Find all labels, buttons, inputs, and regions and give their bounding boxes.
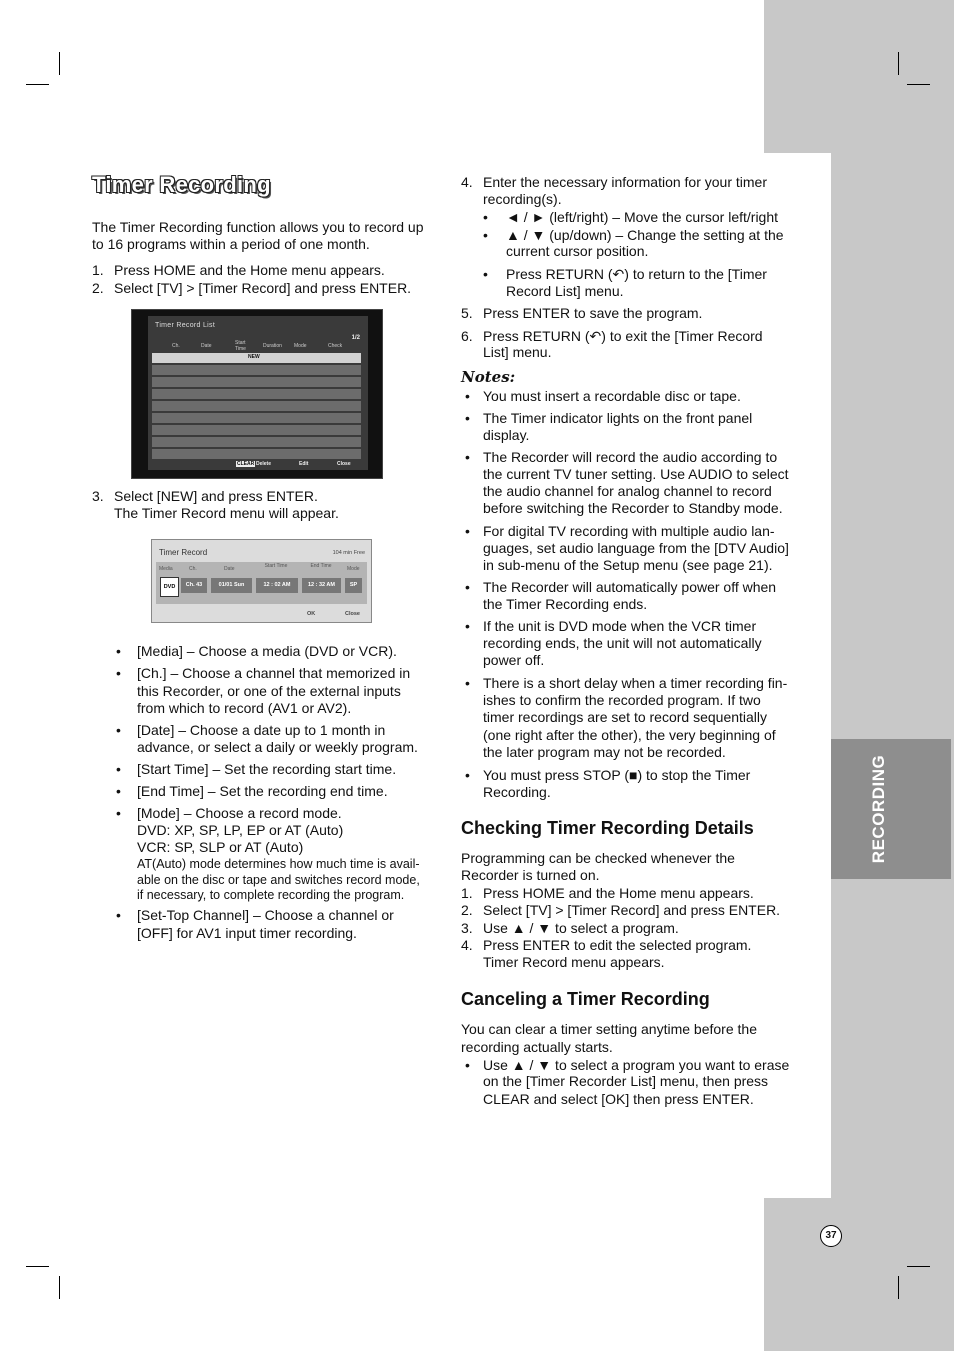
canceling-bullet: on the [Timer Recorder List] menu, then press [483, 1073, 769, 1089]
checking-intro: Programming can be checked whenever the [461, 850, 735, 866]
crop-mark [907, 1266, 930, 1267]
label-date: Date [224, 566, 235, 572]
bullet: • [116, 805, 121, 821]
bullet-date: advance, or select a daily or weekly program. [137, 739, 418, 755]
crop-mark [898, 1276, 899, 1299]
bullet-end: [End Time] – Set the recording end time. [137, 783, 388, 799]
notes-title: Notes: [461, 368, 516, 386]
note-bullet: • [465, 579, 470, 595]
step-number: 3. [92, 488, 104, 504]
note-line: the Timer Recording ends. [483, 596, 648, 612]
footer-clear: CLEAR [237, 461, 255, 467]
list-row [152, 401, 361, 411]
note-line: (one right after the other), the very beginning of [483, 726, 776, 743]
step-text: Select [TV] > [Timer Record] and press ENTER. [483, 902, 781, 918]
step-text: Press HOME and the Home menu appears. [483, 885, 754, 901]
footer-ok: OK [307, 611, 316, 617]
section-tab-label: RECORDING [869, 754, 888, 864]
value-ch: Ch. 43 [181, 578, 207, 593]
step-number: 3. [461, 920, 473, 936]
col-date: Date [201, 343, 212, 349]
sidebar-bottom [764, 1198, 954, 1351]
list-row [152, 437, 361, 447]
note-bullet: • [465, 410, 470, 426]
crop-mark [898, 52, 899, 75]
step-number: 4. [461, 937, 473, 953]
step-text: Use ▲ / ▼ to select a program. [483, 920, 679, 936]
note-line: the later program may not be recorded. [483, 743, 726, 760]
col-mode: Mode [294, 343, 307, 349]
sidebar-top [764, 0, 954, 153]
mode-note: AT(Auto) mode determines how much time is avail- [137, 857, 420, 871]
step-number: 4. [461, 174, 473, 190]
crop-mark [26, 1266, 49, 1267]
bullet-settop: [Set-Top Channel] – Choose a channel or [137, 907, 394, 923]
bullet: • [465, 1057, 470, 1073]
step-number: 6. [461, 328, 473, 344]
intro-line: to 16 programs within a period of one month. [92, 236, 370, 252]
note-line: timer recordings are set to record sequentially [483, 709, 768, 726]
sub-left-right: ◄ / ► (left/right) – Move the cursor left/right [506, 209, 779, 225]
step-text: Press ENTER to edit the selected program. [483, 937, 752, 953]
canceling-title: Canceling a Timer Recording [461, 989, 710, 1009]
mode-note: able on the disc or tape and switches record mode, [137, 873, 420, 887]
timer-record-list-screenshot [131, 309, 383, 479]
note-line: guages, set audio language from the [DTV Audio] [483, 540, 789, 556]
bullet: • [483, 209, 488, 225]
screen-title: Timer Record List [155, 322, 216, 329]
note-line: the audio channel for analog channel to record [483, 483, 772, 499]
bullet: • [116, 665, 121, 681]
footer-delete: Delete [256, 461, 272, 467]
list-row-new [152, 353, 361, 363]
bullet-media: [Media] – Choose a media (DVD or VCR). [137, 643, 397, 659]
page-title: Timer Recording [92, 172, 271, 197]
col-ch: Ch. [172, 343, 180, 349]
canceling-bullet: Use ▲ / ▼ to select a program you want to erase [483, 1057, 790, 1073]
label-mode: Mode [347, 566, 360, 572]
note-line: You must press STOP (■) to stop the Timer [483, 767, 751, 783]
label-end: End Time [310, 563, 332, 569]
crop-mark [26, 84, 49, 85]
sub-up-down: ▲ / ▼ (up/down) – Change the setting at the [506, 227, 784, 243]
note-line: You must insert a recordable disc or tape. [483, 388, 741, 404]
note-line: before switching the Recorder to Standby mode. [483, 500, 783, 516]
list-row [152, 377, 361, 387]
note-line: ishes to confirm the recorded program. If two [483, 692, 761, 709]
value-date: 01/01 Sun [211, 578, 252, 593]
footer-close: Close [345, 611, 360, 617]
list-row [152, 449, 361, 459]
crop-mark [59, 52, 60, 75]
step-number: 1. [461, 885, 473, 901]
bullet-ch: [Ch.] – Choose a channel that memorized in [137, 665, 411, 681]
list-row [152, 365, 361, 375]
footer-edit: Edit [299, 461, 309, 467]
note-bullet: • [465, 767, 470, 783]
note-bullet: • [465, 675, 470, 691]
bullet-date: [Date] – Choose a date up to 1 month in [137, 722, 386, 738]
list-row [152, 413, 361, 423]
note-bullet: • [465, 618, 470, 634]
bullet: • [116, 907, 121, 923]
bullet: • [116, 761, 121, 777]
step-text: List] menu. [483, 344, 552, 360]
step-text: Enter the necessary information for your timer [483, 174, 768, 190]
step-text: The Timer Record menu will appear. [114, 505, 339, 521]
screen-page: 1/2 [351, 335, 360, 341]
mode-note: if necessary, to complete recording the program. [137, 888, 405, 902]
note-bullet: • [465, 449, 470, 465]
step-text: Timer Record menu appears. [483, 954, 665, 970]
note-line: the current TV tuner setting. Use AUDIO to select [483, 466, 789, 482]
sub-return: Record List] menu. [506, 283, 624, 299]
bullet-ch: this Recorder, or one of the external inputs [137, 683, 401, 699]
label-start: Start Time [264, 563, 288, 569]
note-bullet: • [465, 523, 470, 539]
step-text: Select [NEW] and press ENTER. [114, 488, 318, 504]
checking-intro: Recorder is turned on. [461, 867, 600, 883]
canceling-intro: recording actually starts. [461, 1039, 613, 1055]
step-number: 1. [92, 262, 104, 278]
bullet: • [116, 722, 121, 738]
step-text: Select [TV] > [Timer Record] and press ENTER. [114, 280, 412, 296]
checking-title: Checking Timer Recording Details [461, 818, 754, 838]
note-line: The Timer indicator lights on the front panel [483, 410, 753, 426]
media-dvd-box: DVD [160, 577, 179, 597]
crop-mark [907, 84, 930, 85]
new-label: NEW [248, 354, 260, 360]
free-space: 104 min Free [332, 550, 365, 556]
canceling-bullet: CLEAR and select [OK] then press ENTER. [483, 1091, 754, 1107]
col-duration: Duration [263, 343, 282, 349]
list-row [152, 425, 361, 435]
canceling-intro: You can clear a timer setting anytime before the [461, 1021, 757, 1037]
sub-up-down: current cursor position. [506, 243, 649, 259]
note-line: For digital TV recording with multiple audio lan- [483, 523, 775, 539]
col-start: Start Time [235, 340, 246, 352]
note-bullet: • [465, 388, 470, 404]
timer-record-screenshot [151, 539, 372, 623]
sub-return: Press RETURN (↶) to return to the [Timer [506, 266, 767, 282]
bullet-start: [Start Time] – Set the recording start time. [137, 761, 397, 777]
note-line: Recording. [483, 784, 551, 800]
step-number: 2. [92, 280, 104, 296]
bullet: • [483, 227, 488, 243]
screen-title: Timer Record [159, 548, 208, 557]
section-tab [831, 739, 951, 879]
bullet-ch: from which to record (AV1 or AV2). [137, 700, 352, 716]
bullet-mode: VCR: SP, SLP or AT (Auto) [137, 839, 304, 855]
value-end: 12 : 32 AM [302, 578, 341, 593]
value-start: 12 : 02 AM [256, 578, 298, 593]
sidebar-right [831, 153, 954, 1198]
page-number: 37 [820, 1225, 842, 1247]
bullet: • [483, 266, 488, 282]
value-mode: SP [345, 578, 362, 593]
list-row [152, 389, 361, 399]
intro-line: The Timer Recording function allows you to record up [92, 219, 424, 235]
bullet-mode: DVD: XP, SP, LP, EP or AT (Auto) [137, 822, 344, 838]
step-text: Press ENTER to save the program. [483, 305, 703, 321]
screen-panel [148, 316, 368, 470]
step-text: Press RETURN (↶) to exit the [Timer Record [483, 328, 763, 344]
label-media: Media [159, 566, 173, 572]
note-line: If the unit is DVD mode when the VCR timer [483, 618, 757, 634]
footer-close: Close [337, 461, 351, 467]
note-line: The Recorder will automatically power off when [483, 579, 777, 595]
bullet: • [116, 643, 121, 659]
bullet-mode: [Mode] – Choose a record mode. [137, 805, 342, 821]
step-text: Press HOME and the Home menu appears. [114, 262, 385, 278]
note-line: power off. [483, 652, 545, 668]
note-line: There is a short delay when a timer recording fin- [483, 675, 788, 691]
col-check: Check [328, 343, 343, 349]
note-line: display. [483, 427, 530, 443]
step-number: 2. [461, 902, 473, 918]
note-line: in sub-menu of the Setup menu (see page 21). [483, 557, 773, 573]
crop-mark [59, 1276, 60, 1299]
note-line: recording ends, the unit will not automatically [483, 635, 762, 651]
label-ch: Ch. [189, 566, 197, 572]
bullet: • [116, 783, 121, 799]
step-number: 5. [461, 305, 473, 321]
bullet-settop: [OFF] for AV1 input timer recording. [137, 925, 357, 941]
note-line: The Recorder will record the audio according to [483, 449, 778, 465]
step-text: recording(s). [483, 191, 562, 207]
